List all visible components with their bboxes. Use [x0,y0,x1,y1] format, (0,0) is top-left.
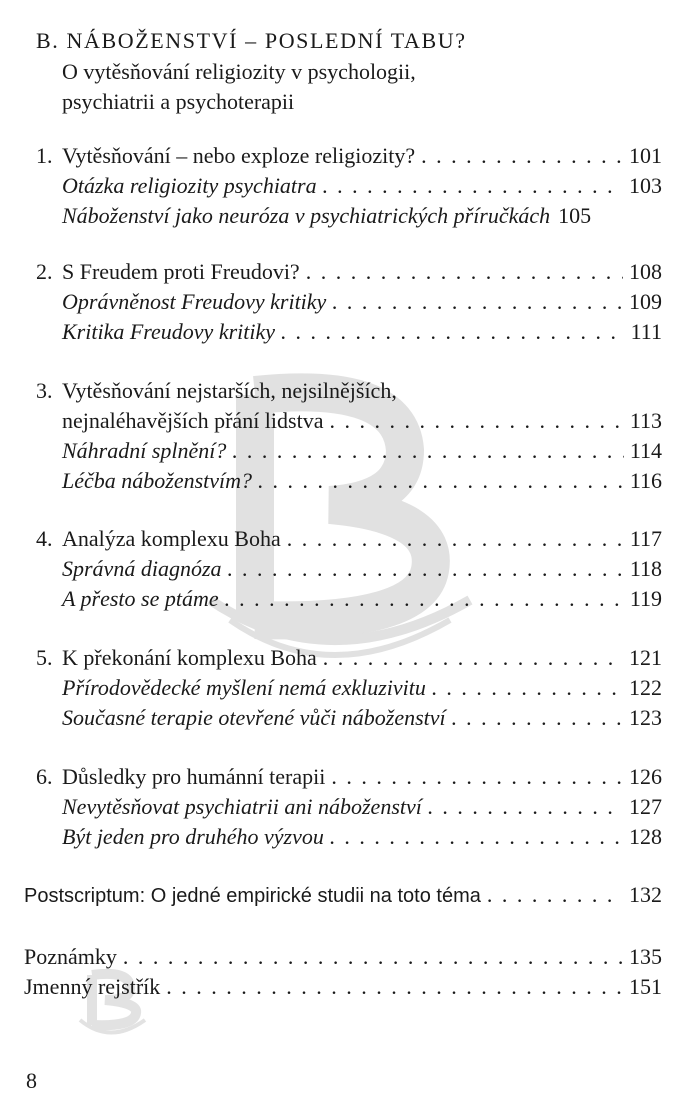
toc-index[interactable] [24,972,662,1002]
page-number: 128 [629,824,662,849]
dot-leader [428,792,623,822]
page-number: 126 [629,764,662,789]
page-number: 121 [629,645,662,670]
page-number: 105 [558,203,592,228]
toc-section-6-2[interactable] [62,822,662,852]
page-number: 116 [629,468,662,493]
chapter-title-line1: Vytěsňování nejstarších, nejsilnějších, [62,378,397,403]
index-title: Jmenný rejstřík [24,974,161,999]
page-number: 122 [629,675,662,700]
toc-chapter-6[interactable] [36,762,662,792]
chapter-number: 5. [36,645,53,670]
dot-leader [432,673,623,703]
dot-leader [331,762,623,792]
page-number: 123 [629,705,662,730]
toc-section-3-1[interactable] [62,436,662,466]
toc-postscript[interactable] [24,880,662,910]
page-folio: 8 [26,1068,37,1093]
toc-section-5-1[interactable] [62,673,662,703]
toc-section-1-1[interactable] [62,171,662,201]
section-title: Náboženství jako neuróza v psychiatrických příručkách [62,203,551,228]
chapter-title: S Freudem proti Freudovi? [62,259,300,284]
toc-section-6-1[interactable] [62,792,662,822]
dot-leader [228,554,624,584]
page-number: 114 [629,438,662,463]
notes-title: Poznámky [24,944,117,969]
page-number: 109 [629,289,662,314]
dot-leader [323,171,623,201]
toc-chapter-1[interactable] [36,141,662,171]
chapter-title: K překonání komplexu Boha [62,645,317,670]
chapter-title: Důsledky pro humánní terapii [62,764,326,789]
section-title: A přesto se ptáme [62,586,219,611]
dot-leader [232,436,623,466]
dot-leader [421,141,623,171]
chapter-number: 2. [36,259,53,284]
section-title: Být jeden pro druhého výzvou [62,824,324,849]
page-number: 119 [629,586,662,611]
dot-leader [225,584,624,614]
toc-section-5-2[interactable] [62,703,662,733]
page-number: 101 [629,143,662,168]
section-title: Léčba náboženstvím? [62,468,253,493]
page-number: 151 [629,974,662,999]
part-title: B. NÁBOŽENSTVÍ – POSLEDNÍ TABU? [36,28,467,53]
section-title: Kritika Freudovy kritiky [62,319,276,344]
section-title: Nevytěsňovat psychiatrii ani náboženství [62,794,422,819]
toc-notes[interactable] [24,942,662,972]
dot-leader [166,972,623,1002]
chapter-number: 1. [36,143,53,168]
page-number: 127 [629,794,662,819]
dot-leader [323,643,623,673]
chapter-number: 3. [36,378,53,403]
page-number: 117 [629,526,662,551]
toc-chapter-5[interactable] [36,643,662,673]
page-number: 135 [629,944,662,969]
page-number: 118 [629,556,662,581]
section-title: Otázka religiozity psychiatra [62,173,317,198]
dot-leader [487,880,623,910]
dot-leader [332,287,623,317]
toc-chapter-3-line1[interactable] [36,376,662,406]
chapter-title: nejnaléhavějších přání lidstva [62,408,324,433]
toc-chapter-2[interactable] [36,257,662,287]
dot-leader [123,942,623,972]
section-title: Náhradní splnění? [62,438,227,463]
toc-section-2-2[interactable] [62,317,662,347]
section-title: Současné terapie otevřené vůči náboženství [62,705,446,730]
section-title: Oprávněnost Freudovy kritiky [62,289,327,314]
page-number: 111 [630,319,662,344]
toc-chapter-3[interactable] [62,406,662,436]
toc-section-2-1[interactable] [62,287,662,317]
toc-section-4-1[interactable] [62,554,662,584]
dot-leader [330,822,623,852]
section-title: Správná diagnóza [62,556,222,581]
toc-chapter-4[interactable] [36,524,662,554]
dot-leader [281,317,625,347]
postscript-title: Postscriptum: O jedné empirické studii na toto téma [24,885,481,907]
dot-leader [329,406,623,436]
toc-section-1-2[interactable] [62,201,662,231]
chapter-title: Analýza komplexu Boha [62,526,281,551]
part-subtitle-line1: O vytěsňování religiozity v psychologii, [62,59,416,84]
dot-leader [306,257,623,287]
chapter-number: 6. [36,764,53,789]
dot-leader [287,524,624,554]
dot-leader [452,703,623,733]
page-number: 132 [629,882,662,907]
dot-leader [258,466,624,496]
toc-section-4-2[interactable] [62,584,662,614]
toc-section-3-2[interactable] [62,466,662,496]
part-subtitle-line2: psychiatrii a psychoterapii [62,89,295,114]
page-number: 113 [629,408,662,433]
chapter-title: Vytěsňování – nebo exploze religiozity? [62,143,416,168]
page-number: 108 [629,259,662,284]
chapter-number: 4. [36,526,53,551]
page-number: 103 [629,173,662,198]
section-title: Přírodovědecké myšlení nemá exkluzivitu [62,675,426,700]
